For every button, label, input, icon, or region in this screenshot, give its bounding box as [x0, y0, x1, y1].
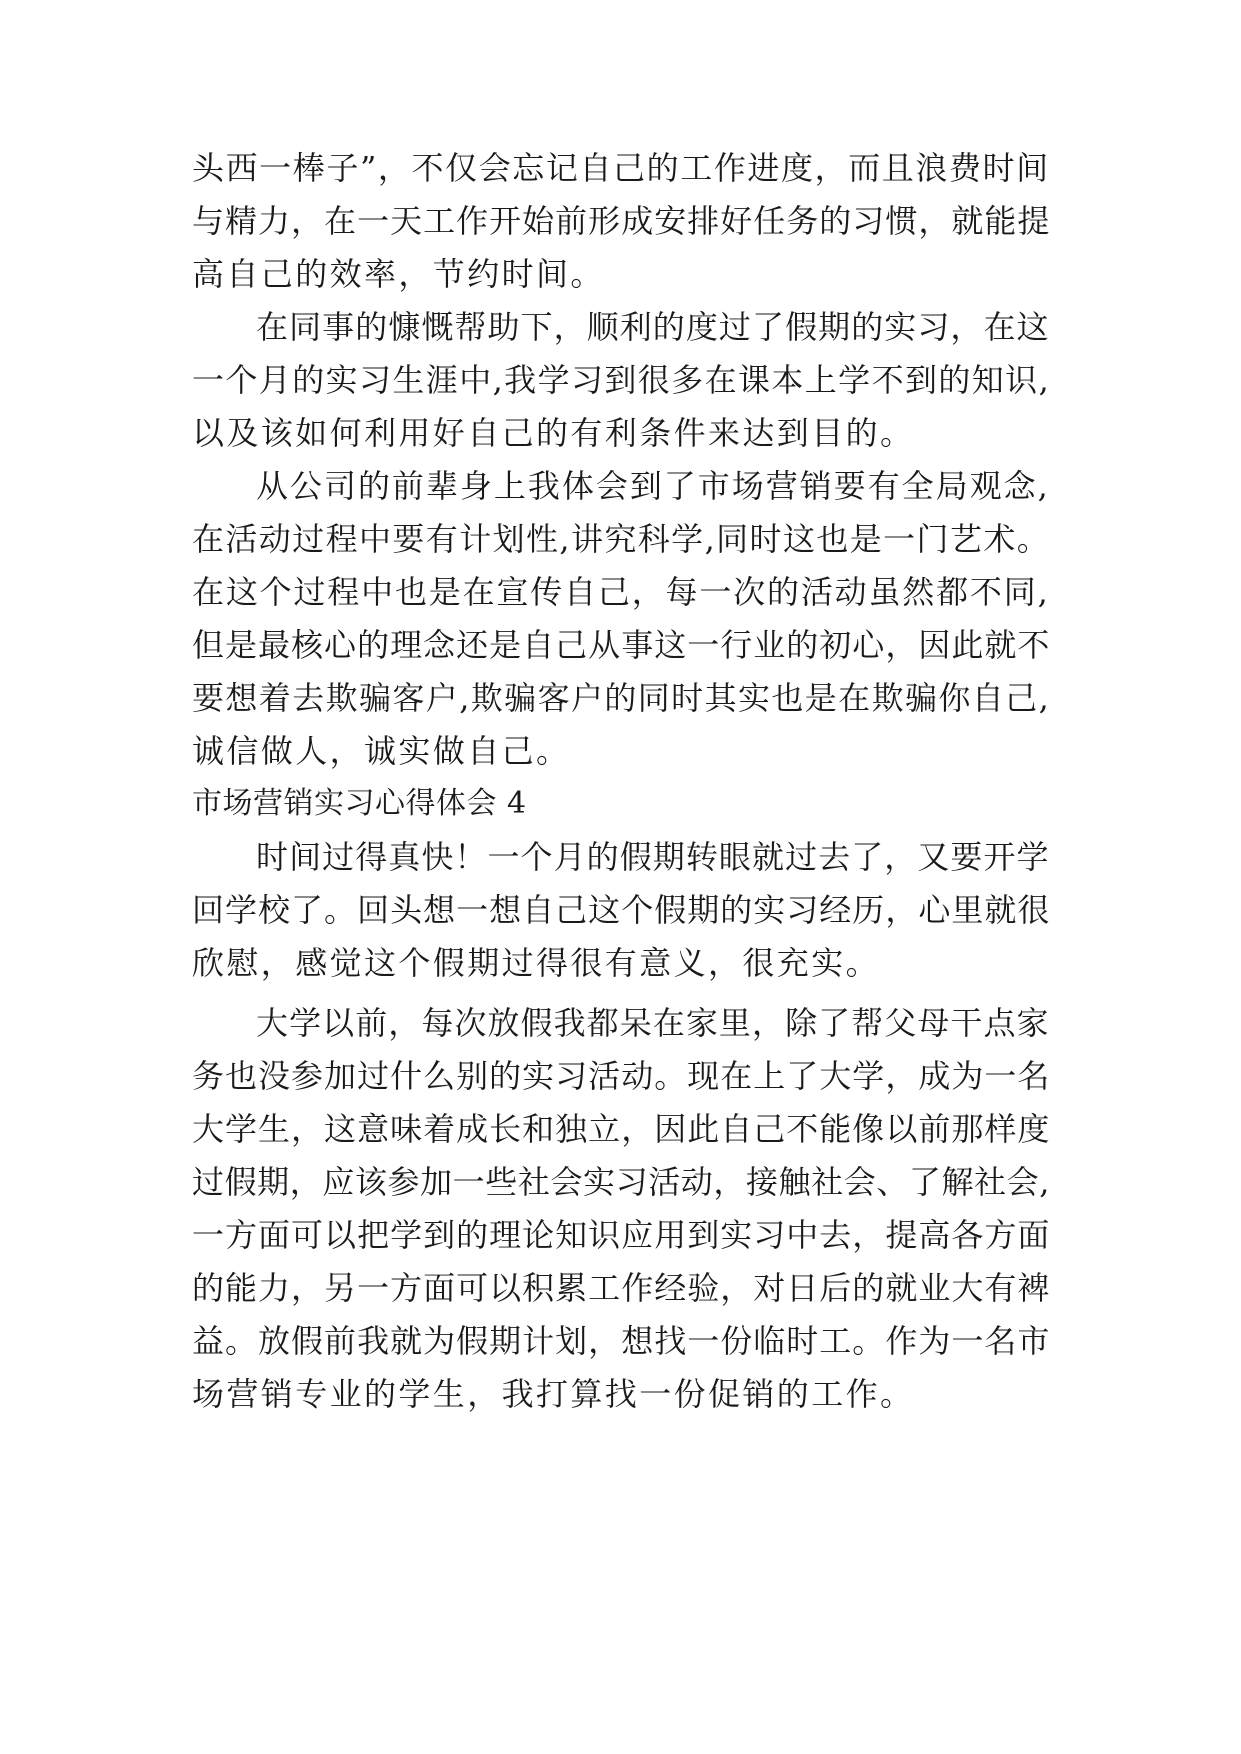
paragraph-line: 高自己的效率，节约时间。 — [192, 255, 605, 293]
paragraph-line: 一个月的实习生涯中,我学习到很多在课本上学不到的知识, — [192, 361, 1051, 399]
paragraph-line: 的能力，另一方面可以积累工作经验，对日后的就业大有裨 — [192, 1269, 1051, 1307]
paragraph-line: 一方面可以把学到的理论知识应用到实习中去，提高各方面 — [192, 1216, 1051, 1254]
paragraph-line: 务也没参加过什么别的实习活动。现在上了大学，成为一名 — [192, 1057, 1051, 1095]
paragraph-line: 头西一棒子”，不仅会忘记自己的工作进度，而且浪费时间 — [192, 149, 1050, 187]
paragraph-line: 过假期，应该参加一些社会实习活动，接触社会、了解社会, — [192, 1163, 1050, 1201]
paragraph-line: 以及该如何利用好自己的有利条件来达到目的。 — [192, 414, 915, 452]
paragraph-line: 在这个过程中也是在宣传自己，每一次的活动虽然都不同, — [192, 573, 1050, 611]
paragraph-line: 大学生，这意味着成长和独立，因此自己不能像以前那样度 — [192, 1110, 1051, 1148]
section-heading: 市场营销实习心得体会 4 — [192, 786, 527, 821]
paragraph-line: 欣慰，感觉这个假期过得很有意义，很充实。 — [192, 944, 881, 982]
paragraph-line: 诚信做人，诚实做自己。 — [192, 732, 571, 770]
paragraph-line: 回学校了。回头想一想自己这个假期的实习经历，心里就很 — [192, 891, 1051, 929]
paragraph-line: 在活动过程中要有计划性,讲究科学,同时这也是一门艺术。 — [192, 520, 1051, 558]
paragraph-line: 益。放假前我就为假期计划，想找一份临时工。作为一名市 — [192, 1322, 1051, 1360]
paragraph-line: 大学以前，每次放假我都呆在家里，除了帮父母干点家 — [256, 1004, 1050, 1042]
paragraph-line: 时间过得真快！一个月的假期转眼就过去了，又要开学 — [256, 838, 1050, 876]
paragraph-line: 要想着去欺骗客户,欺骗客户的同时其实也是在欺骗你自己, — [192, 679, 1051, 717]
paragraph-line: 但是最核心的理念还是自己从事这一行业的初心，因此就不 — [192, 626, 1051, 664]
paragraph-line: 与精力，在一天工作开始前形成安排好任务的习惯，就能提 — [192, 202, 1051, 240]
paragraph-line: 在同事的慷慨帮助下，顺利的度过了假期的实习，在这 — [256, 308, 1050, 346]
paragraph-line: 从公司的前辈身上我体会到了市场营销要有全局观念, — [256, 467, 1050, 505]
paragraph-line: 场营销专业的学生，我打算找一份促销的工作。 — [192, 1375, 915, 1413]
